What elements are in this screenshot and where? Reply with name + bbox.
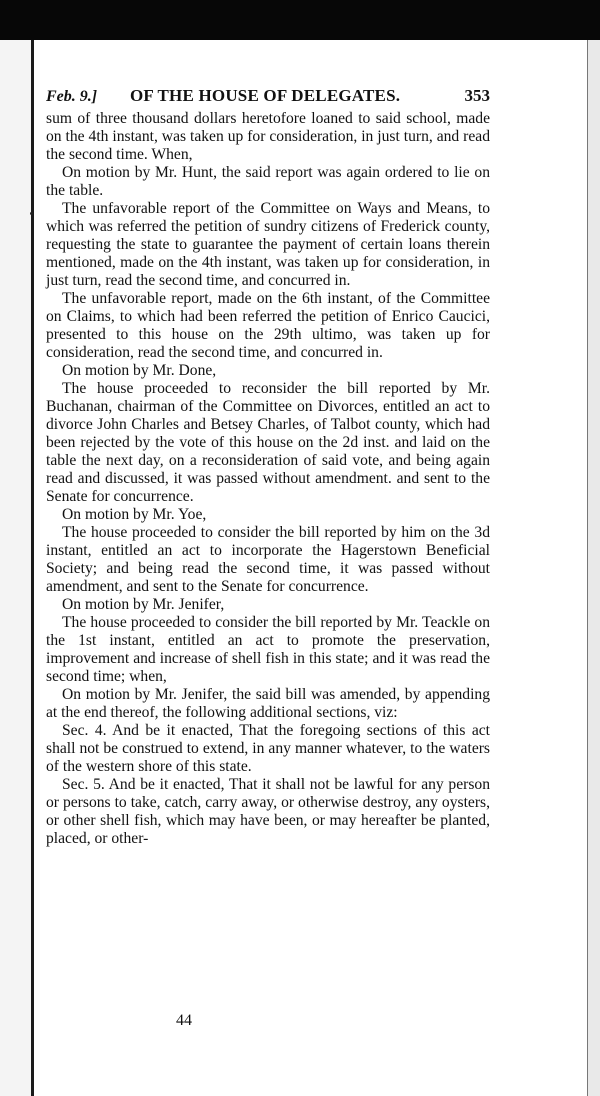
signature-mark: 44 xyxy=(176,1012,192,1029)
body-text xyxy=(46,110,490,848)
margin-mark xyxy=(30,212,33,215)
paragraph: sum of three thousand dollars heretofore loaned to said school, made on the 4th instant, was taken up for consideration, in just turn, and read the second time. When, xyxy=(46,110,490,163)
header-date: Feb. 9.] xyxy=(46,88,98,105)
paragraph: The house proceeded to reconsider the bill reported by Mr. Buchanan, chairman of the Committee on Divorces, entitled an act to divorce John Charles and Betsey Charles, of Talbot county, which had been rejected by the vote of this house on the 2d inst. and laid on the table the next day, on a reconsideration of said vote, and being again read and discussed, it was passed without amendment. and sent to the Senate for concurrence. xyxy=(46,380,490,505)
running-header xyxy=(46,86,490,114)
paragraph: Sec. 5. And be it enacted, That it shall not be lawful for any person or persons to take, catch, carry away, or otherwise destroy, any oysters, or other shell fish, which may have been, or may hereafter be planted, placed, or other- xyxy=(46,776,490,847)
paragraph: On motion by Mr. Done, xyxy=(62,362,217,379)
document-page xyxy=(46,86,490,848)
paragraph: On motion by Mr. Jenifer, xyxy=(62,596,225,613)
paragraph: On motion by Mr. Hunt, the said report was again ordered to lie on the table. xyxy=(46,164,490,199)
paragraph: The house proceeded to consider the bill reported by Mr. Teackle on the 1st instant, entitled an act to promote the preservation, improvement and increase of shell fish in this state; and it was read the second time; when, xyxy=(46,614,490,685)
header-title: OF THE HOUSE OF DELEGATES. xyxy=(130,86,401,105)
paragraph: The unfavorable report, made on the 6th instant, of the Committee on Claims, to which had been referred the petition of Enrico Caucici, presented to this house on the 29th ultimo, was taken up for consideration, read the second time, and concurred in. xyxy=(46,290,490,361)
scan-left-edge xyxy=(0,40,34,1096)
paragraph: The house proceeded to consider the bill reported by him on the 3d instant, entitled an act to incorporate the Hagerstown Beneficial Society; and being read the second time, it was passed without amendment, and sent to the Senate for concurrence. xyxy=(46,524,490,595)
scan-top-border xyxy=(0,0,600,40)
paragraph: The unfavorable report of the Committee on Ways and Means, to which was referred the petition of sundry citizens of Frederick county, requesting the state to guarantee the payment of certain loans therein mentioned, made on the 4th instant, was taken up for consideration, in just turn, read the second time, and concurred in. xyxy=(46,200,490,289)
paragraph: Sec. 4. And be it enacted, That the foregoing sections of this act shall not be construed to extend, in any manner whatever, to the waters of the western shore of this state. xyxy=(46,722,490,775)
page-number: 353 xyxy=(464,86,490,105)
paragraph: On motion by Mr. Jenifer, the said bill was amended, by appending at the end thereof, the following additional sections, viz: xyxy=(46,686,490,721)
paragraph: On motion by Mr. Yoe, xyxy=(62,506,207,523)
scan-right-edge xyxy=(587,40,600,1096)
